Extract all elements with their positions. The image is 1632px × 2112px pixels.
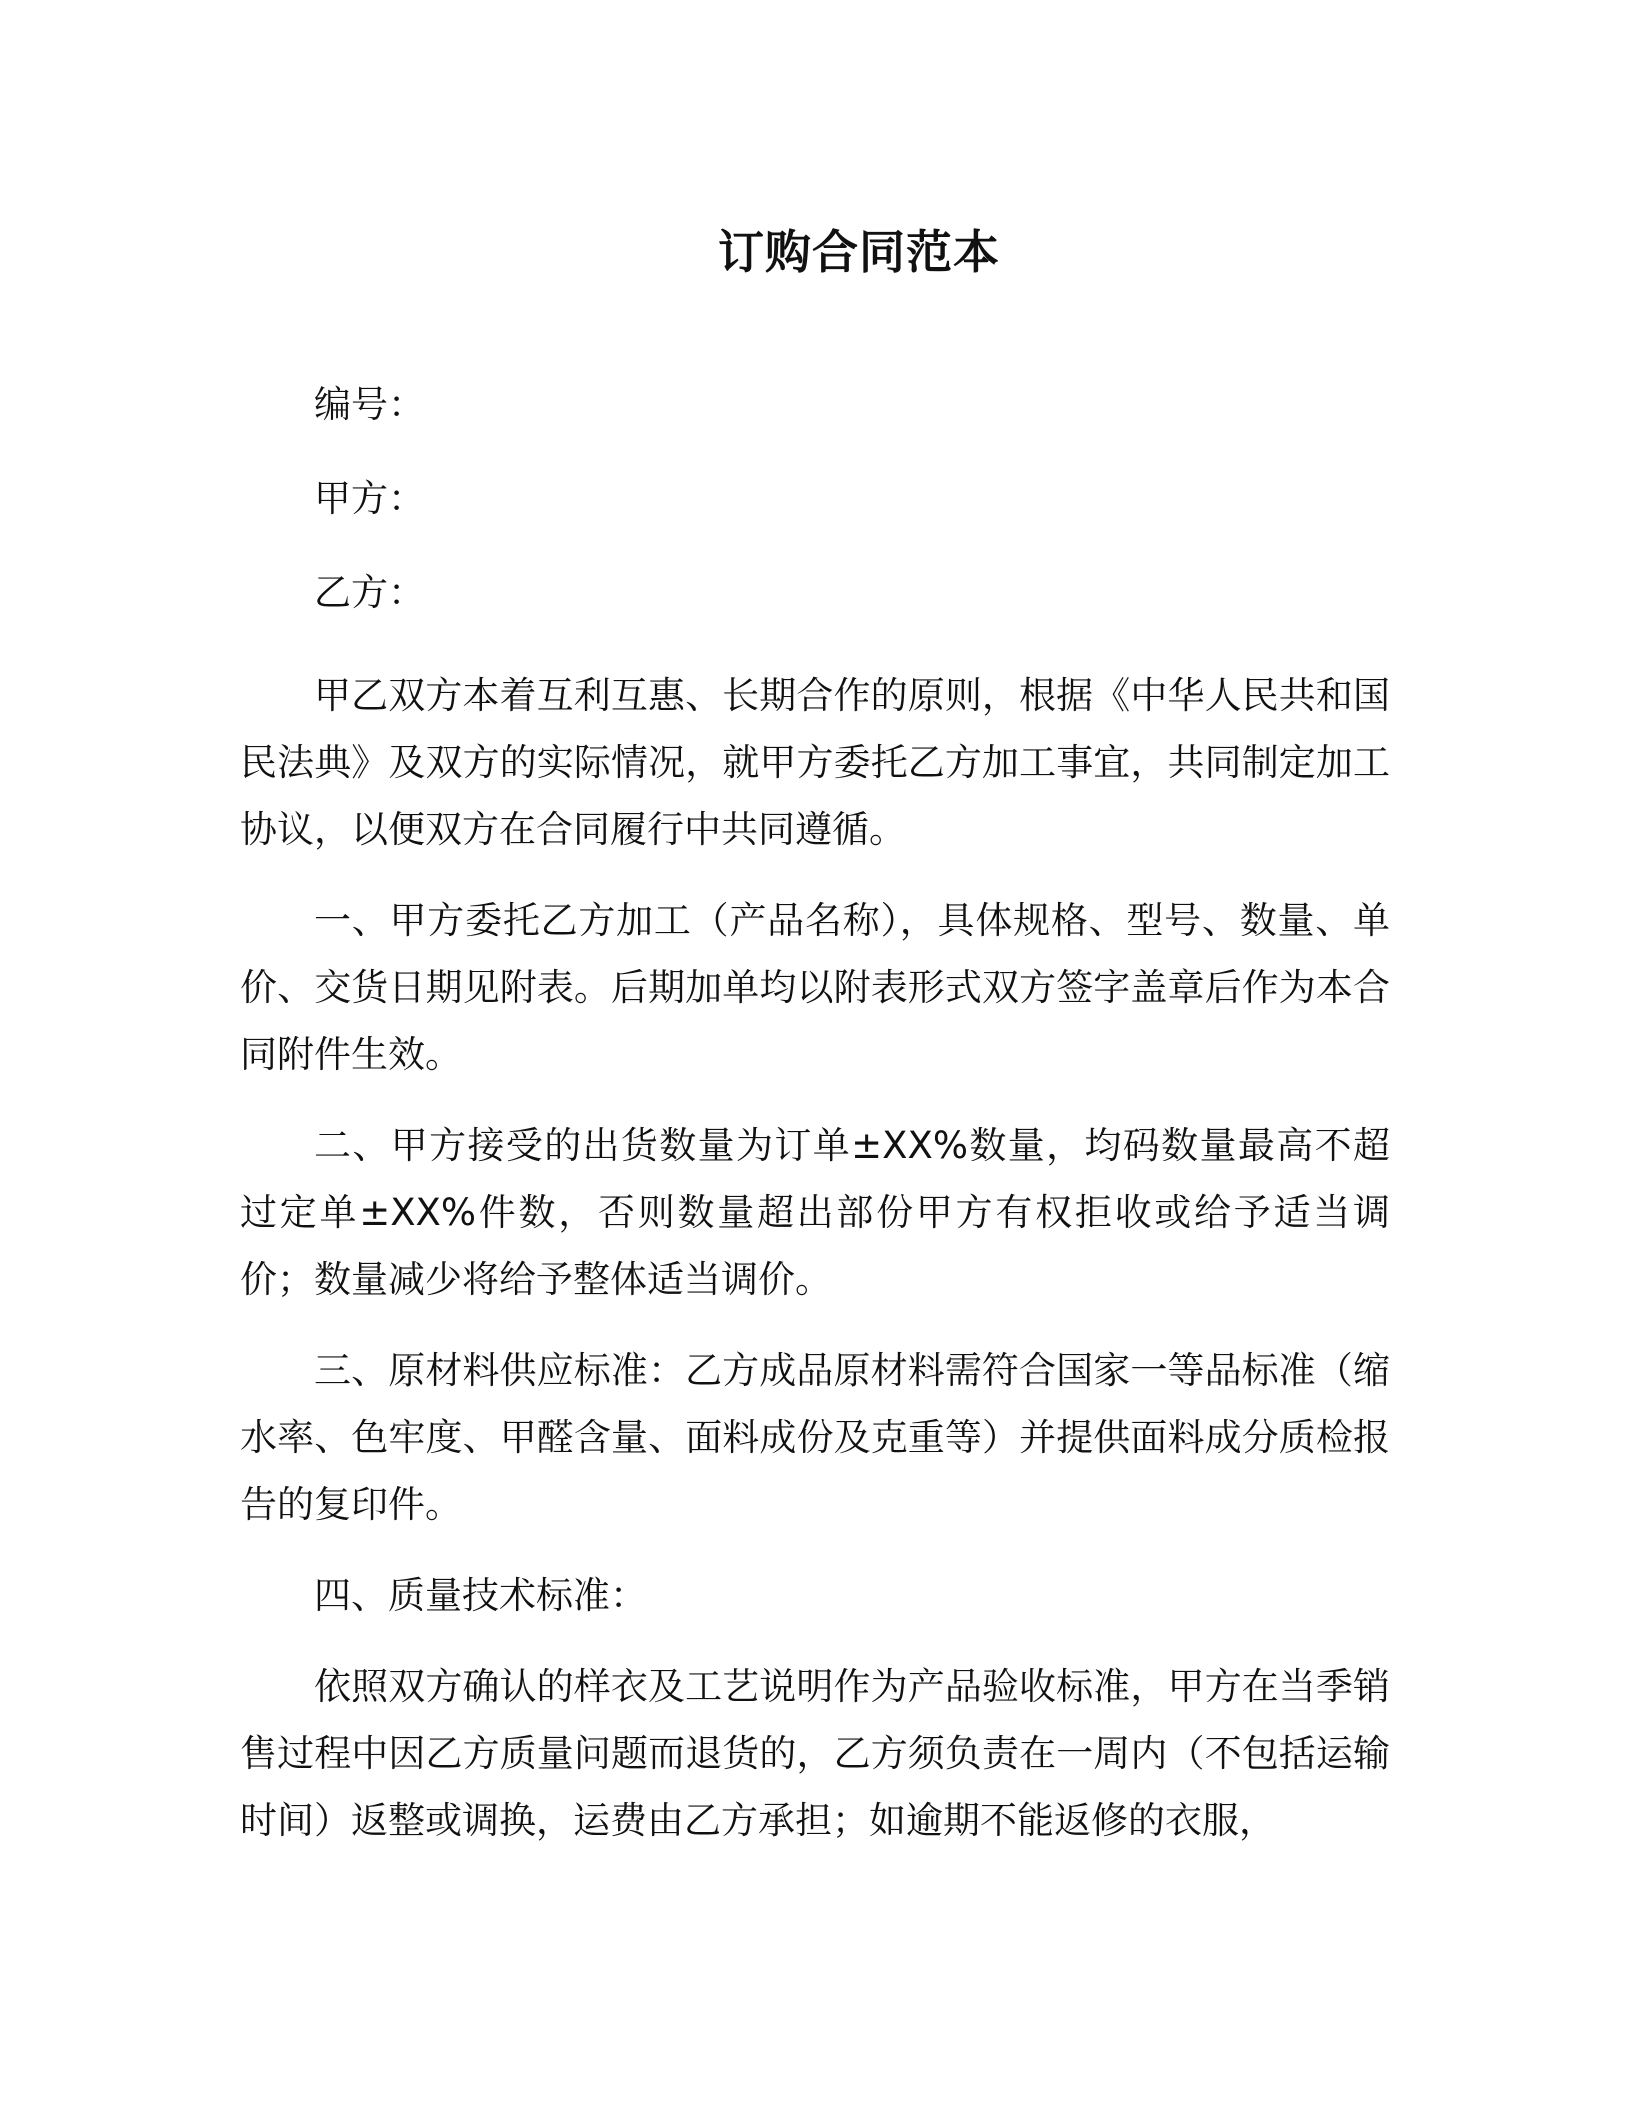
document-body	[240, 380, 1390, 1878]
paragraph-clause-4-heading: 四、质量技术标准：	[314, 1574, 647, 1617]
document-title: 订购合同范本	[718, 225, 1000, 279]
field-number: 编号：	[314, 383, 425, 426]
paragraph-clause-2: 二、甲方接受的出货数量为订单±XX%数量，均码数量最高不超过定单±XX%件数，否则数量超出部份甲方有权拒收或给予适当调价；数量减少将给予整体适当调价。	[240, 1124, 1390, 1301]
paragraph-clause-1: 一、甲方委托乙方加工（产品名称），具体规格、型号、数量、单价、交货日期见附表。后期加单均以附表形式双方签字盖章后作为本合同附件生效。	[240, 899, 1390, 1076]
paragraph-preamble: 甲乙双方本着互利互惠、长期合作的原则，根据《中华人民共和国民法典》及双方的实际情况，就甲方委托乙方加工事宜，共同制定加工协议，以便双方在合同履行中共同遵循。	[240, 674, 1390, 851]
field-party-a: 甲方：	[314, 477, 425, 520]
paragraph-clause-3: 三、原材料供应标准：乙方成品原材料需符合国家一等品标准（缩水率、色牢度、甲醛含量、面料成份及克重等）并提供面料成分质检报告的复印件。	[240, 1349, 1390, 1526]
paragraph-clause-4-body: 依照双方确认的样衣及工艺说明作为产品验收标准，甲方在当季销售过程中因乙方质量问题而退货的，乙方须负责在一周内（不包括运输时间）返整或调换，运费由乙方承担；如逾期不能返修的衣服，	[240, 1665, 1390, 1842]
field-party-b: 乙方：	[314, 571, 425, 614]
